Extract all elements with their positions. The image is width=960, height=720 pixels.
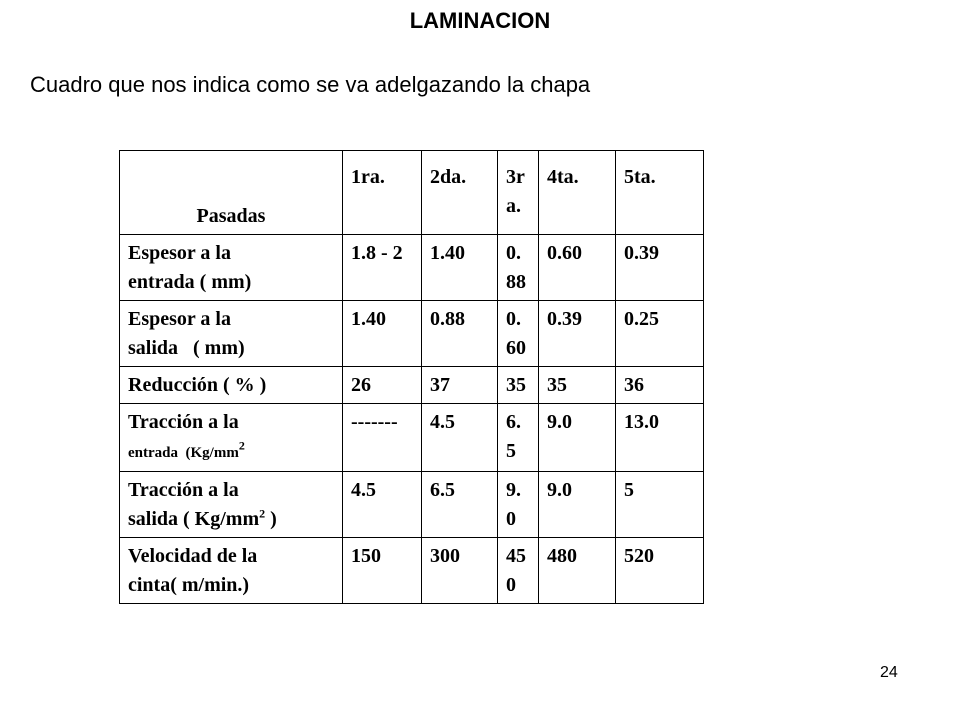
table-cell: 13.0 — [616, 404, 704, 472]
table-cell: 1.40 — [343, 301, 422, 367]
table-cell: 35 — [498, 367, 539, 404]
row-label — [120, 404, 343, 472]
table-cell: 36 — [616, 367, 704, 404]
table-cell: 480 — [539, 538, 616, 604]
table-cell: 300 — [422, 538, 498, 604]
table-cell: 26 — [343, 367, 422, 404]
table-cell: 5 — [616, 472, 704, 538]
row-label-line1: Tracción a la — [128, 411, 239, 433]
row-label-line2: salida ( mm) — [128, 337, 245, 359]
table-cell: 35 — [539, 367, 616, 404]
table-corner-label: Pasadas — [120, 151, 343, 235]
table-cell: 1.40 — [422, 235, 498, 301]
table-cell: 9.0 — [539, 472, 616, 538]
page-title: LAMINACION — [409, 8, 551, 33]
unit-superscript: 2 — [259, 506, 266, 521]
row-label — [120, 301, 343, 367]
column-header: 2da. — [422, 151, 498, 235]
table-cell: 6.5 — [498, 404, 539, 472]
row-label-line2: entrada ( mm) — [128, 271, 252, 293]
table-cell: 0.39 — [616, 235, 704, 301]
table-row — [120, 404, 704, 472]
row-label-line2: cinta( m/min.) — [128, 574, 250, 596]
table-cell: 9.0 — [539, 404, 616, 472]
table-cell: ------- — [343, 404, 422, 472]
table-cell: 450 — [498, 538, 539, 604]
table-cell: 4.5 — [343, 472, 422, 538]
row-label-line1: Reducción ( % ) — [128, 374, 267, 396]
lamination-table — [119, 150, 704, 604]
table-cell: 37 — [422, 367, 498, 404]
table-cell: 0.88 — [498, 235, 539, 301]
column-header: 1ra. — [343, 151, 422, 235]
column-header: 4ta. — [539, 151, 616, 235]
table-row — [120, 538, 704, 604]
row-label-line2: entrada (Kg/mm — [128, 445, 239, 461]
table-cell: 6.5 — [422, 472, 498, 538]
table-cell: 150 — [343, 538, 422, 604]
table-cell: 0.88 — [422, 301, 498, 367]
table-cell: 0.39 — [539, 301, 616, 367]
row-label-line1: Espesor a la — [128, 308, 231, 330]
unit-superscript: 2 — [238, 438, 245, 453]
table-cell: 4.5 — [422, 404, 498, 472]
row-label-line1: Espesor a la — [128, 242, 231, 264]
row-label — [120, 367, 343, 404]
row-label — [120, 538, 343, 604]
column-header: 3ra. — [498, 151, 539, 235]
row-label-line1: Velocidad de la — [128, 545, 258, 567]
table-row — [120, 235, 704, 301]
column-header: 5ta. — [616, 151, 704, 235]
row-label-line1: Tracción a la — [128, 479, 239, 501]
table-cell: 1.8 - 2 — [343, 235, 422, 301]
table-cell: 520 — [616, 538, 704, 604]
row-label — [120, 472, 343, 538]
table-cell: 0.60 — [539, 235, 616, 301]
table-row — [120, 301, 704, 367]
page-subtitle: Cuadro que nos indica como se va adelgazando la chapa — [30, 72, 591, 97]
table-header-row — [120, 151, 704, 235]
table-cell: 9.0 — [498, 472, 539, 538]
table-cell: 0.60 — [498, 301, 539, 367]
table-row — [120, 367, 704, 404]
table-row — [120, 472, 704, 538]
row-label — [120, 235, 343, 301]
table-cell: 0.25 — [616, 301, 704, 367]
row-label-line2: salida ( Kg/mm — [128, 508, 260, 530]
page-number: 24 — [880, 664, 898, 681]
row-label-tail: ) — [265, 508, 277, 530]
